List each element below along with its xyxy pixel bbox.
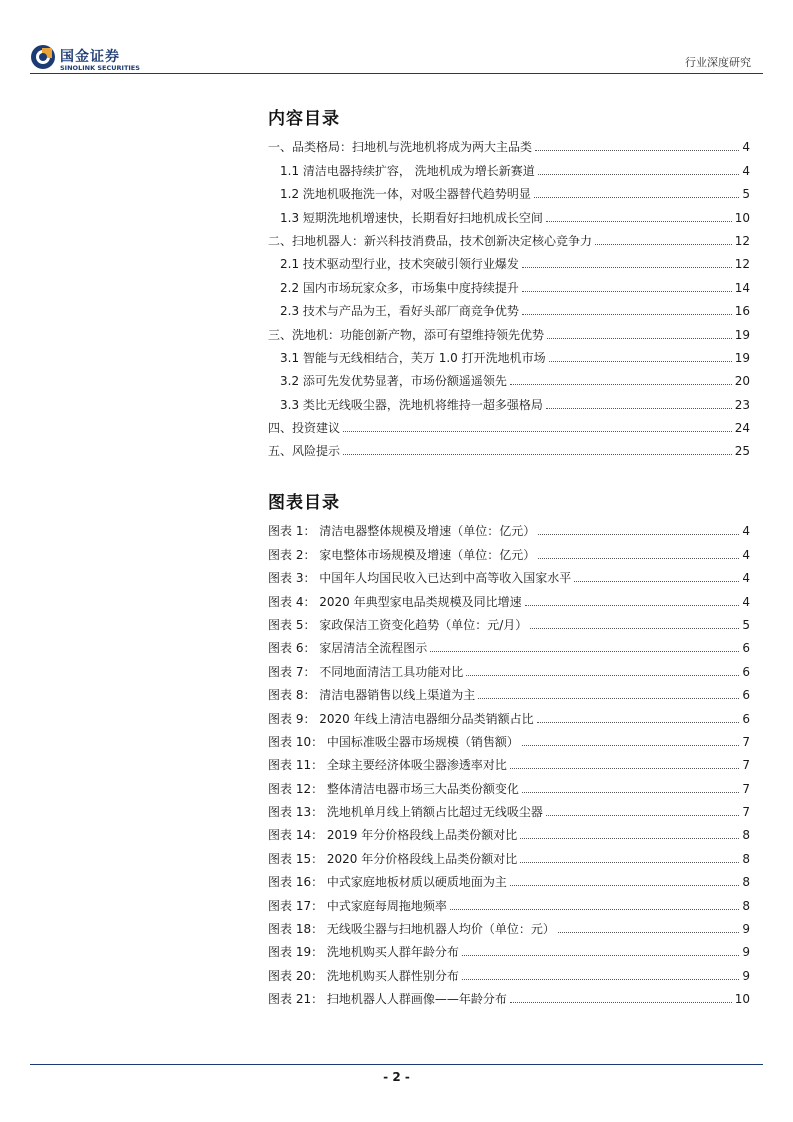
toc-entry[interactable] (268, 295, 750, 318)
entry-page-number: 9 (742, 945, 750, 960)
entry-page-number: 8 (742, 851, 750, 866)
entry-page-number: 8 (742, 898, 750, 913)
toc-entry[interactable] (268, 749, 750, 772)
entry-page-number: 4 (742, 571, 750, 586)
entry-title: 图表 5： 家政保洁工资变化趋势（单位：元/月） (268, 617, 528, 632)
entry-page-number: 7 (742, 781, 750, 796)
toc-entry[interactable] (268, 913, 750, 936)
entry-title: 图表 12： 整体清洁电器市场三大品类份额变化 (268, 781, 519, 796)
entry-title: 2.1 技术驱动型行业，技术突破引领行业爆发 (280, 257, 519, 272)
report-type-label: 行业深度研究 (685, 56, 751, 69)
footer-divider (30, 1064, 763, 1065)
toc-entry[interactable] (268, 365, 750, 388)
logo-english-name: SINOLINK SECURITIES (60, 64, 140, 72)
dot-leader (520, 838, 739, 839)
dot-leader (478, 698, 739, 699)
toc-entry[interactable] (268, 959, 750, 982)
dot-leader (462, 979, 739, 980)
entry-page-number: 20 (734, 374, 750, 389)
dot-leader (546, 408, 732, 409)
dot-leader (510, 885, 739, 886)
dot-leader (466, 675, 739, 676)
entry-title: 图表 15： 2020 年分价格段线上品类份额对比 (268, 851, 518, 866)
entry-title: 图表 3： 中国年人均国民收入已达到中高等收入国家水平 (268, 571, 572, 586)
dot-leader (538, 534, 739, 535)
dot-leader (574, 581, 739, 582)
figures-title: 图表目录 (268, 493, 340, 513)
toc-entry[interactable] (268, 271, 750, 294)
entry-page-number: 4 (742, 524, 750, 539)
dot-leader (525, 605, 740, 606)
entry-title: 3.2 添可先发优势显著，市场份额遥遥领先 (280, 374, 507, 389)
entry-page-number: 16 (734, 304, 750, 319)
dot-leader (522, 314, 732, 315)
entry-page-number: 12 (734, 257, 750, 272)
dot-leader (547, 338, 732, 339)
header-divider (30, 73, 763, 74)
dot-leader (538, 174, 740, 175)
entry-page-number: 23 (734, 397, 750, 412)
toc-entry[interactable] (268, 342, 750, 365)
toc-entry[interactable] (268, 318, 750, 341)
dot-leader (546, 815, 739, 816)
toc-entry[interactable] (268, 225, 750, 248)
toc-entry[interactable] (268, 131, 750, 154)
dot-leader (520, 862, 739, 863)
toc-entry[interactable] (268, 889, 750, 912)
list-of-figures (268, 515, 750, 1006)
toc-entry[interactable] (268, 562, 750, 585)
sinolink-logo (30, 44, 150, 76)
contents-title: 内容目录 (268, 109, 340, 129)
toc-entry[interactable] (268, 819, 750, 842)
entry-page-number: 25 (734, 444, 750, 459)
entry-page-number: 6 (742, 711, 750, 726)
entry-page-number: 7 (742, 805, 750, 820)
toc-entry[interactable] (268, 702, 750, 725)
toc-entry[interactable] (268, 866, 750, 889)
entry-title: 图表 2： 家电整体市场规模及增速（单位：亿元） (268, 547, 536, 562)
toc-entry[interactable] (268, 412, 750, 435)
toc-entry[interactable] (268, 842, 750, 865)
entry-page-number: 8 (742, 828, 750, 843)
entry-page-number: 12 (734, 233, 750, 248)
entry-page-number: 9 (742, 968, 750, 983)
dot-leader (510, 384, 732, 385)
toc-entry[interactable] (268, 726, 750, 749)
entry-title: 图表 7： 不同地面清洁工具功能对比 (268, 664, 464, 679)
toc-entry[interactable] (268, 178, 750, 201)
entry-title: 四、投资建议 (268, 421, 341, 436)
entry-title: 图表 17： 中式家庭每周拖地频率 (268, 898, 447, 913)
entry-title: 图表 19： 洗地机购买人群年龄分布 (268, 945, 459, 960)
dot-leader (522, 745, 739, 746)
dot-leader (430, 651, 739, 652)
dot-leader (595, 244, 732, 245)
entry-title: 二、扫地机器人：新兴科技消费品，技术创新决定核心竞争力 (268, 233, 593, 248)
entry-title: 图表 1： 清洁电器整体规模及增速（单位：亿元） (268, 524, 536, 539)
entry-page-number: 9 (742, 922, 750, 937)
dot-leader (510, 1002, 732, 1003)
entry-title: 图表 21： 扫地机器人人群画像——年龄分布 (268, 992, 507, 1007)
entry-title: 五、风险提示 (268, 444, 341, 459)
entry-page-number: 6 (742, 641, 750, 656)
entry-page-number: 10 (734, 210, 750, 225)
dot-leader (522, 267, 732, 268)
dot-leader (546, 221, 732, 222)
entry-title: 3.1 智能与无线相结合，芙万 1.0 打开洗地机市场 (280, 350, 546, 365)
entry-title: 图表 18： 无线吸尘器与扫地机器人均价（单位：元） (268, 922, 555, 937)
dot-leader (558, 932, 739, 933)
entry-title: 2.2 国内市场玩家众多，市场集中度持续提升 (280, 280, 519, 295)
entry-page-number: 4 (742, 163, 750, 178)
entry-page-number: 19 (734, 327, 750, 342)
entry-title: 1.1 清洁电器持续扩容， 洗地机成为增长新赛道 (280, 163, 535, 178)
dot-leader (549, 361, 732, 362)
toc-entry[interactable] (268, 515, 750, 538)
page-header (0, 0, 793, 80)
dot-leader (450, 909, 739, 910)
entry-title: 图表 13： 洗地机单月线上销额占比超过无线吸尘器 (268, 805, 543, 820)
entry-title: 图表 9： 2020 年线上清洁电器细分品类销额占比 (268, 711, 534, 726)
entry-page-number: 4 (742, 140, 750, 155)
entry-page-number: 7 (742, 758, 750, 773)
entry-page-number: 5 (742, 187, 750, 202)
toc-entry[interactable] (268, 632, 750, 655)
toc-entry[interactable] (268, 679, 750, 702)
entry-title: 三、洗地机：功能创新产物，添可有望维持领先优势 (268, 327, 545, 342)
logo-chinese-name: 国金证券 (60, 49, 120, 65)
dot-leader (530, 628, 739, 629)
toc-entry[interactable] (268, 983, 750, 1006)
dot-leader (522, 291, 732, 292)
entry-title: 图表 6： 家居清洁全流程图示 (268, 641, 428, 656)
toc-entry[interactable] (268, 201, 750, 224)
dot-leader (462, 955, 739, 956)
entry-page-number: 19 (734, 350, 750, 365)
toc-entry[interactable] (268, 388, 750, 411)
entry-title: 图表 11： 全球主要经济体吸尘器渗透率对比 (268, 758, 507, 773)
entry-page-number: 7 (742, 734, 750, 749)
toc-entry[interactable] (268, 248, 750, 271)
toc-entry[interactable] (268, 154, 750, 177)
toc-entry[interactable] (268, 796, 750, 819)
dot-leader (534, 197, 739, 198)
dot-leader (343, 431, 732, 432)
toc-entry[interactable] (268, 936, 750, 959)
entry-page-number: 6 (742, 688, 750, 703)
dot-leader (538, 558, 739, 559)
toc-entry[interactable] (268, 609, 750, 632)
entry-title: 1.3 短期洗地机增速快，长期看好扫地机成长空间 (280, 210, 543, 225)
entry-title: 一、品类格局：扫地机与洗地机将成为两大主品类 (268, 140, 533, 155)
entry-title: 1.2 洗地机吸拖洗一体，对吸尘器替代趋势明显 (280, 187, 531, 202)
entry-title: 图表 14： 2019 年分价格段线上品类份额对比 (268, 828, 518, 843)
entry-page-number: 4 (742, 547, 750, 562)
entry-page-number: 24 (734, 421, 750, 436)
toc-entry[interactable] (268, 585, 750, 608)
dot-leader (537, 722, 740, 723)
toc-entry[interactable] (268, 655, 750, 678)
sinolink-logo-icon (30, 44, 56, 70)
entry-page-number: 4 (742, 594, 750, 609)
entry-page-number: 5 (742, 617, 750, 632)
dot-leader (535, 150, 739, 151)
page-number: - 2 - (383, 1070, 410, 1084)
entry-title: 图表 8： 清洁电器销售以线上渠道为主 (268, 688, 476, 703)
entry-title: 3.3 类比无线吸尘器，洗地机将维持一超多强格局 (280, 397, 543, 412)
entry-title: 2.3 技术与产品为王，看好头部厂商竞争优势 (280, 304, 519, 319)
toc-entry[interactable] (268, 435, 750, 458)
entry-page-number: 10 (734, 992, 750, 1007)
entry-page-number: 8 (742, 875, 750, 890)
table-of-contents (268, 131, 750, 458)
toc-entry[interactable] (268, 538, 750, 561)
toc-entry[interactable] (268, 772, 750, 795)
entry-page-number: 14 (734, 280, 750, 295)
entry-title: 图表 10： 中国标准吸尘器市场规模（销售额） (268, 734, 519, 749)
entry-title: 图表 20： 洗地机购买人群性别分布 (268, 968, 459, 983)
dot-leader (522, 792, 739, 793)
dot-leader (510, 768, 739, 769)
dot-leader (343, 454, 732, 455)
entry-title: 图表 16： 中式家庭地板材质以硬质地面为主 (268, 875, 507, 890)
entry-title: 图表 4： 2020 年典型家电品类规模及同比增速 (268, 594, 522, 609)
entry-page-number: 6 (742, 664, 750, 679)
